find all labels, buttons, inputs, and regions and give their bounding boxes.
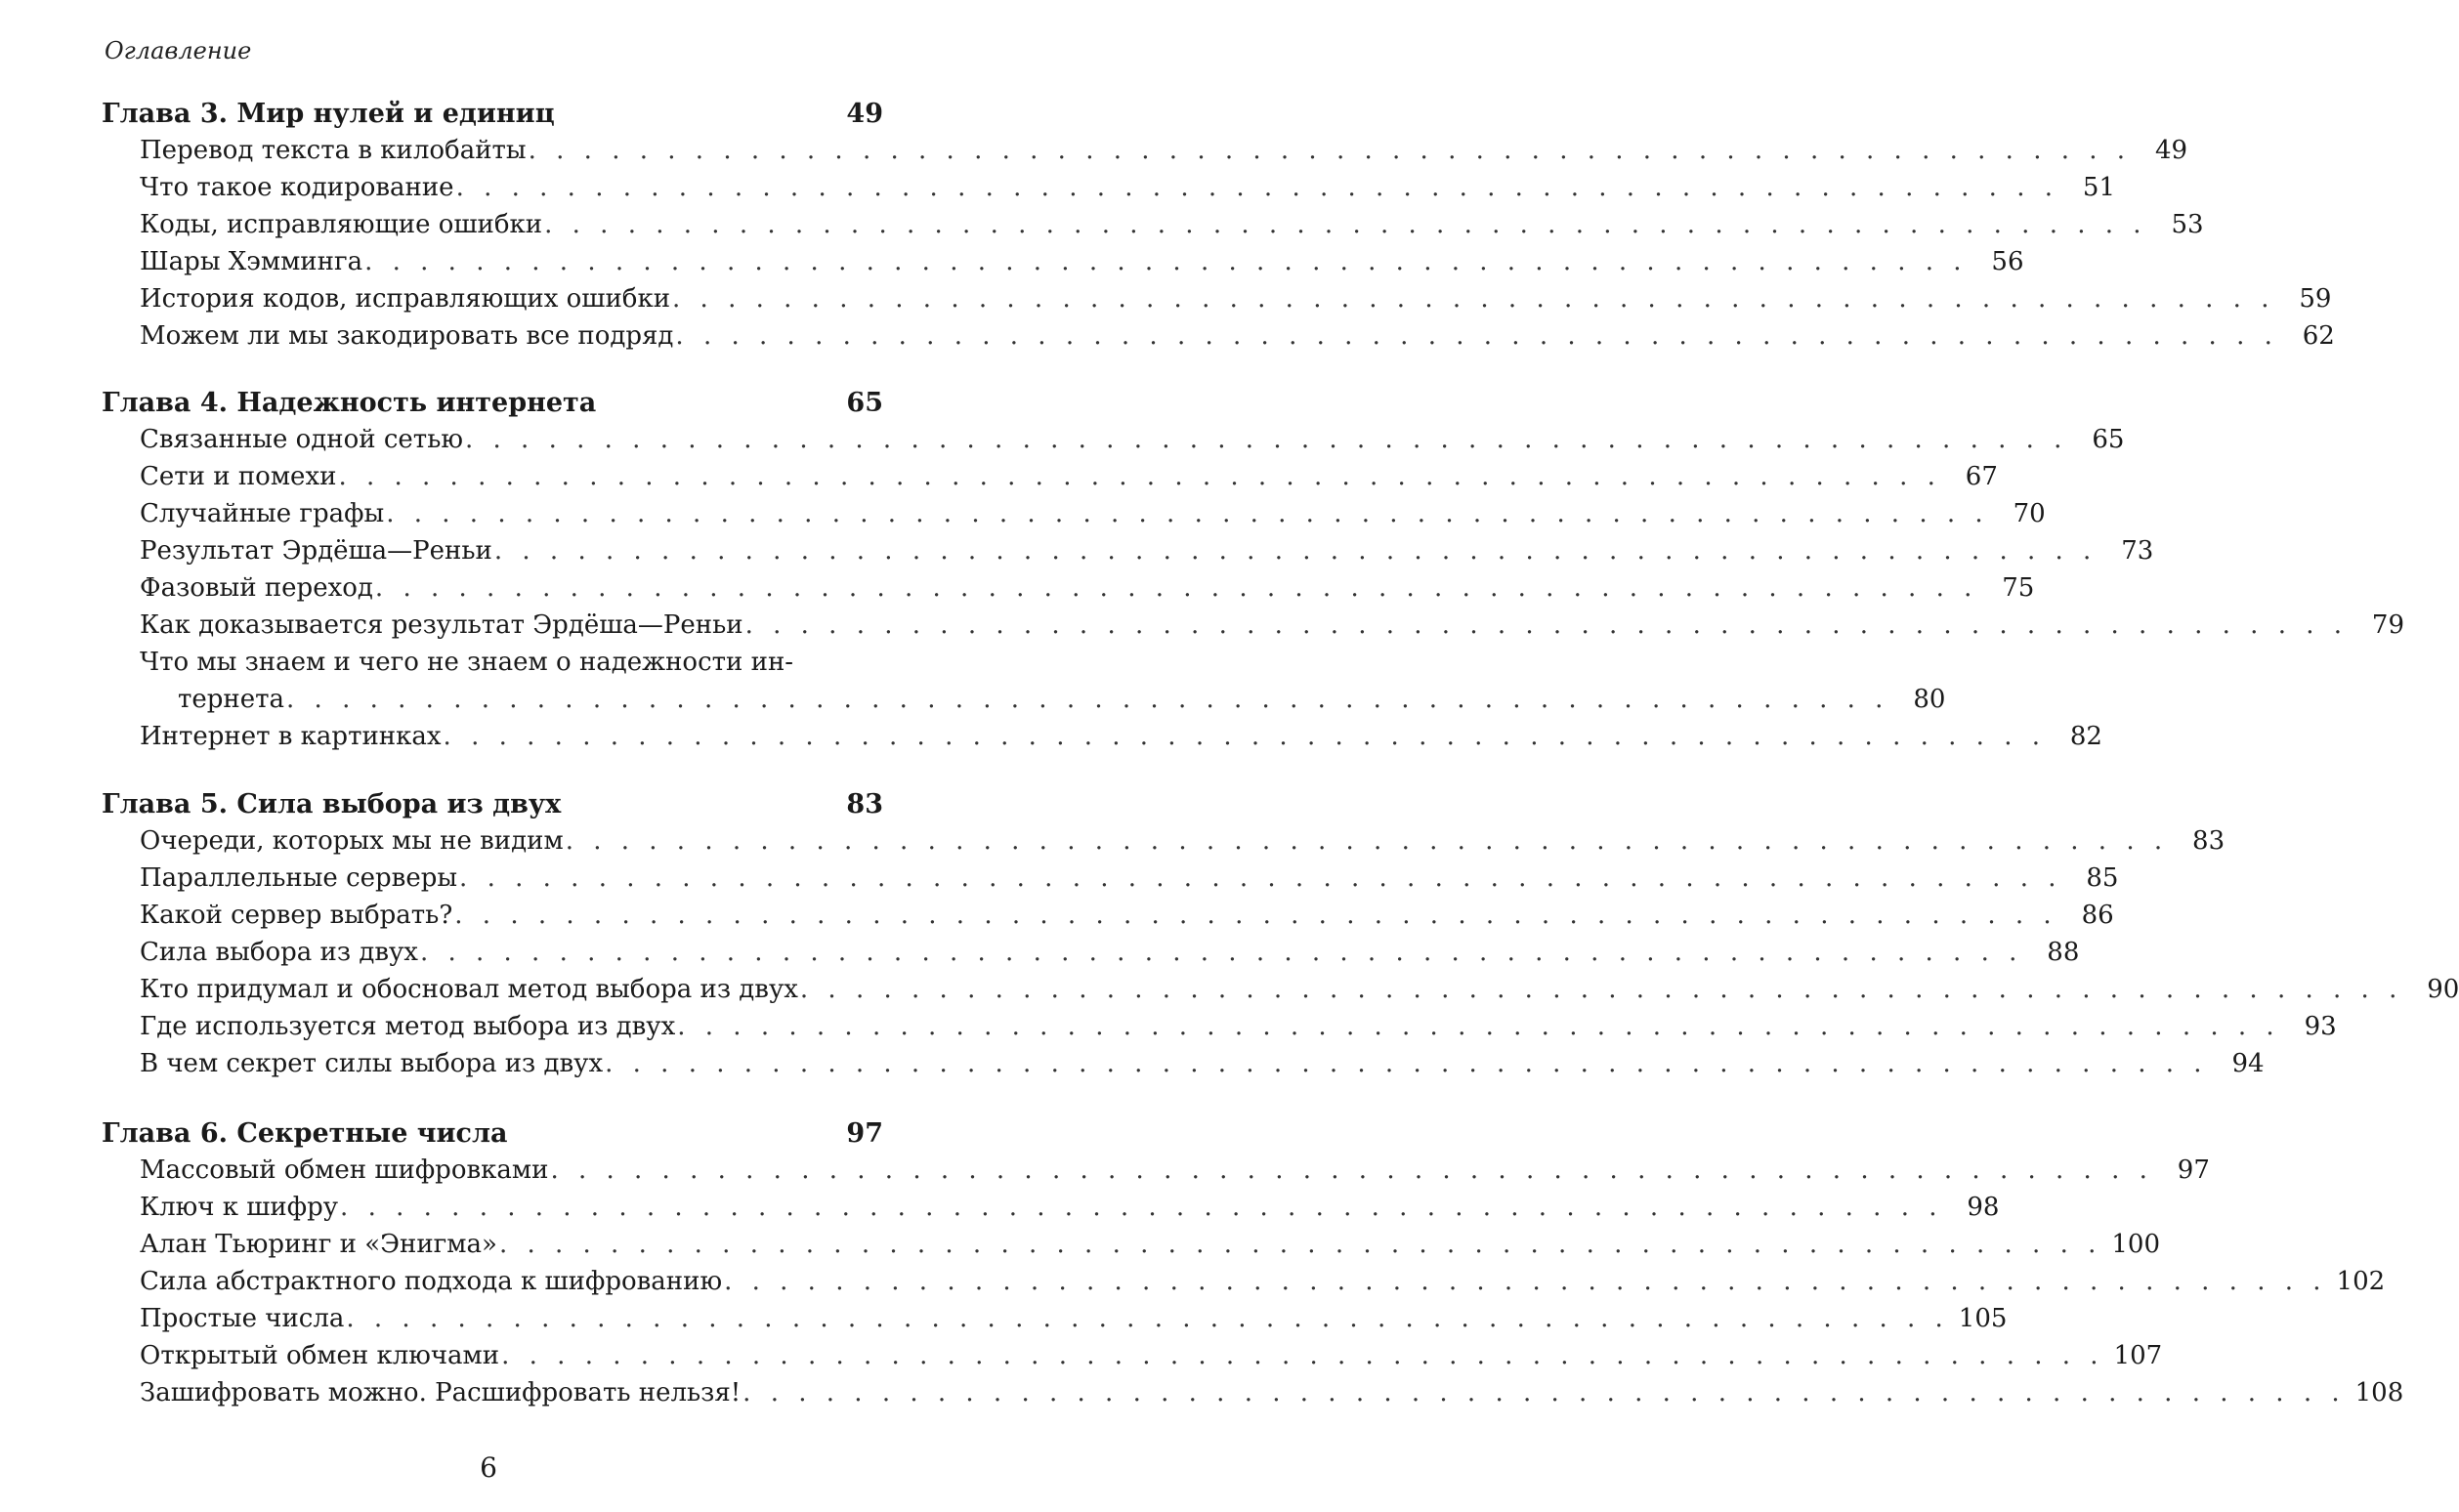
toc-entry-label: Ключ к шифру	[140, 1193, 339, 1222]
toc-entry-page: 53	[2171, 210, 2204, 239]
toc-entry	[140, 1012, 2337, 1041]
toc-entry	[140, 247, 2024, 276]
toc-entry-label: Сила выбора из двух	[140, 938, 418, 967]
toc-entry-page: 67	[1965, 462, 1998, 491]
toc-entry	[140, 1049, 2265, 1078]
toc-entry-page: 49	[2154, 136, 2188, 165]
toc-entry	[140, 425, 2125, 454]
dot-leader: . . . . . . . . . . . . . . . . . . . . . . . . . . . . . . . . . . . . . . . . . . . . . . . . . . . . . . . . . .	[464, 425, 2068, 454]
dot-leader: . . . . . . . . . . . . . . . . . . . . . . . . . . . . . . . . . . . . . . . . . . . . . . . . . . . . . . . . . .	[672, 284, 2275, 314]
running-header: Оглавление	[105, 37, 252, 64]
toc-entry-label: Очереди, которых мы не видим	[140, 826, 564, 856]
toc-entry-page: 73	[2121, 536, 2154, 566]
toc-entry-page: 80	[1913, 685, 1946, 714]
toc-entry-page: 86	[2081, 901, 2114, 930]
toc-entry-label: В чем секрет силы выбора из двух	[140, 1049, 604, 1078]
chapter-page: 49	[846, 99, 883, 129]
toc-entry-page: 90	[2427, 975, 2459, 1004]
dot-leader: . . . . . . . . . . . . . . . . . . . . . . . . . . . . . . . . . . . . . . . . . . . . . . . . . . . . . . . . . .	[605, 1049, 2208, 1078]
toc-entry-label: Что такое кодирование	[140, 173, 454, 202]
toc-entry	[140, 863, 2119, 893]
toc-entry-page: 102	[2336, 1267, 2386, 1296]
dot-leader: . . . . . . . . . . . . . . . . . . . . . . . . . . . . . . . . . . . . . . . . . . . . . . . . . . . . . . . . . .	[677, 1012, 2280, 1041]
toc-entry	[140, 975, 2459, 1004]
dot-leader: . . . . . . . . . . . . . . . . . . . . . . . . . . . . . . . . . . . . . . . . . . . . . . . . . . . . . . . . . .	[675, 321, 2278, 351]
dot-leader: . . . . . . . . . . . . . . . . . . . . . . . . . . . . . . . . . . . . . . . . . . . . . . . . . . . . . . . . . .	[501, 1341, 2104, 1370]
dot-leader: . . . . . . . . . . . . . . . . . . . . . . . . . . . . . . . . . . . . . . . . . . . . . . . . . . . . . . . . . .	[443, 722, 2046, 751]
toc-entry-page: 93	[2304, 1012, 2337, 1041]
toc-entry-page: 100	[2111, 1230, 2161, 1259]
chapter-heading	[102, 99, 883, 129]
toc-entry	[140, 826, 2226, 856]
chapter-page: 97	[846, 1118, 883, 1149]
toc-entry-label: Где используется метод выбора из двух	[140, 1012, 676, 1041]
toc-entry-label: Перевод текста в килобайты	[140, 136, 527, 165]
toc-entry-page: 65	[2092, 425, 2125, 454]
toc-entry-page: 85	[2086, 863, 2119, 893]
toc-entry	[140, 722, 2102, 751]
page-number: 6	[480, 1451, 497, 1484]
toc-entry-page: 51	[2082, 173, 2115, 202]
toc-entry-page: 94	[2231, 1049, 2265, 1078]
toc-entry-page: 62	[2302, 321, 2335, 351]
toc-entry-label: Результат Эрдёша—Реньи	[140, 536, 492, 566]
toc-entry	[140, 1267, 2386, 1296]
toc-entry-label: Сети и помехи	[140, 462, 337, 491]
dot-leader: . . . . . . . . . . . . . . . . . . . . . . . . . . . . . . . . . . . . . . . . . . . . . . . . . . . . . . . . . .	[498, 1230, 2102, 1259]
toc-entry-label: Фазовый переход	[140, 573, 373, 603]
chapter-title: Глава 5. Сила выбора из двух	[102, 789, 562, 819]
toc-entry-page: 79	[2371, 610, 2405, 640]
dot-leader: . . . . . . . . . . . . . . . . . . . . . . . . . . . . . . . . . . . . . . . . . . . . . . . . . . . . . . . . . .	[340, 1193, 1943, 1222]
toc-entry	[140, 173, 2115, 202]
dot-leader: . . . . . . . . . . . . . . . . . . . . . . . . . . . . . . . . . . . . . . . . . . . . . . . . . . . . . . . . . .	[286, 685, 1889, 714]
dot-leader: . . . . . . . . . . . . . . . . . . . . . . . . . . . . . . . . . . . . . . . . . . . . . . . . . . . . . . . . . .	[338, 462, 1941, 491]
toc-entry-page: 108	[2354, 1378, 2404, 1407]
dot-leader: . . . . . . . . . . . . . . . . . . . . . . . . . . . . . . . . . . . . . . . . . . . . . . . . . . . . . . . . . .	[742, 1378, 2346, 1407]
toc-entry-label: Как доказывается результат Эрдёша—Реньи	[140, 610, 743, 640]
toc-entry-label: История кодов, исправляющих ошибки	[140, 284, 671, 314]
dot-leader: . . . . . . . . . . . . . . . . . . . . . . . . . . . . . . . . . . . . . . . . . . . . . . . . . . . . . . . . . .	[374, 573, 1978, 603]
toc-entry-label: тернета	[178, 685, 285, 714]
chapter-page: 65	[846, 388, 883, 418]
toc-entry	[140, 462, 1998, 491]
toc-entry	[140, 573, 2035, 603]
toc-entry-page: 56	[1991, 247, 2024, 276]
toc-entry-label: Сила абстрактного подхода к шифрованию	[140, 1267, 723, 1296]
dot-leader: . . . . . . . . . . . . . . . . . . . . . . . . . . . . . . . . . . . . . . . . . . . . . . . . . . . . . . . . . .	[528, 136, 2132, 165]
toc-entry	[178, 685, 1946, 714]
toc-entry-page: 107	[2113, 1341, 2163, 1370]
chapter-page: 83	[846, 789, 883, 819]
toc-entry	[140, 1304, 2008, 1333]
toc-entry	[140, 901, 2114, 930]
toc-entry-label: Связанные одной сетью	[140, 425, 463, 454]
toc-entry-page: 59	[2299, 284, 2332, 314]
toc-entry-page: 88	[2047, 938, 2080, 967]
toc-entry-label: Массовый обмен шифровками	[140, 1155, 549, 1185]
dot-leader: . . . . . . . . . . . . . . . . . . . . . . . . . . . . . . . . . . . . . . . . . . . . . . . . . . . . . . . . . .	[419, 938, 2023, 967]
toc-entry	[140, 1341, 2163, 1370]
chapter-heading	[102, 388, 883, 418]
dot-leader: . . . . . . . . . . . . . . . . . . . . . . . . . . . . . . . . . . . . . . . . . . . . . . . . . . . . . . . . . .	[459, 863, 2062, 893]
toc-entry-page: 70	[2013, 499, 2046, 528]
dot-leader: . . . . . . . . . . . . . . . . . . . . . . . . . . . . . . . . . . . . . . . . . . . . . . . . . . . . . . . . . .	[550, 1155, 2153, 1185]
toc-entry-label: Кто придумал и обосновал метод выбора из двух	[140, 975, 798, 1004]
toc-entry	[140, 499, 2046, 528]
dot-leader: . . . . . . . . . . . . . . . . . . . . . . . . . . . . . . . . . . . . . . . . . . . . . . . . . . . . . . . . . .	[565, 826, 2169, 856]
toc-entry-label: Можем ли мы закодировать все подряд	[140, 321, 674, 351]
chapter-heading	[102, 1118, 883, 1149]
chapter-title: Глава 6. Секретные числа	[102, 1118, 508, 1149]
chapter-title: Глава 4. Надежность интернета	[102, 388, 597, 418]
toc-entry-label: Параллельные серверы	[140, 863, 458, 893]
toc-entry	[140, 321, 2335, 351]
chapter-title: Глава 3. Мир нулей и единиц	[102, 99, 555, 129]
toc-entry	[140, 610, 2405, 640]
dot-leader: . . . . . . . . . . . . . . . . . . . . . . . . . . . . . . . . . . . . . . . . . . . . . . . . . . . . . . . . . .	[493, 536, 2098, 566]
toc-entry	[140, 1230, 2161, 1259]
toc-entry	[140, 1155, 2210, 1185]
toc-entry-label: Простые числа	[140, 1304, 345, 1333]
toc-entry-page: 82	[2069, 722, 2102, 751]
dot-leader: . . . . . . . . . . . . . . . . . . . . . . . . . . . . . . . . . . . . . . . . . . . . . . . . . . . . . . . . . .	[455, 173, 2058, 202]
dot-leader: . . . . . . . . . . . . . . . . . . . . . . . . . . . . . . . . . . . . . . . . . . . . . . . . . . . . . . . . . .	[744, 610, 2349, 640]
toc-entry-label: Зашифровать можно. Расшифровать нельзя!	[140, 1378, 742, 1407]
toc-entry-page: 98	[1967, 1193, 2000, 1222]
toc-entry-label: Какой сервер выбрать?	[140, 901, 453, 930]
toc-entry-label: Открытый обмен ключами	[140, 1341, 500, 1370]
toc-entry-label: Алан Тьюринг и «Энигма»	[140, 1230, 497, 1259]
toc-entry	[140, 1193, 2000, 1222]
dot-leader: . . . . . . . . . . . . . . . . . . . . . . . . . . . . . . . . . . . . . . . . . . . . . . . . . . . . . . . . . .	[724, 1267, 2327, 1296]
toc-entry-label: Коды, исправляющие ошибки	[140, 210, 543, 239]
toc-entry	[140, 938, 2080, 967]
dot-leader: . . . . . . . . . . . . . . . . . . . . . . . . . . . . . . . . . . . . . . . . . . . . . . . . . . . . . . . . . .	[386, 499, 1989, 528]
toc-entry-page: 105	[1958, 1304, 2008, 1333]
toc-entry-page: 97	[2177, 1155, 2210, 1185]
dot-leader: . . . . . . . . . . . . . . . . . . . . . . . . . . . . . . . . . . . . . . . . . . . . . . . . . . . . . . . . . .	[364, 247, 1968, 276]
toc-entry	[140, 210, 2204, 239]
toc-entry-label: Случайные графы	[140, 499, 385, 528]
dot-leader: . . . . . . . . . . . . . . . . . . . . . . . . . . . . . . . . . . . . . . . . . . . . . . . . . . . . . . . . . .	[346, 1304, 1949, 1333]
chapter-heading	[102, 789, 883, 819]
toc-entry	[140, 284, 2332, 314]
toc-entry-first-line: Что мы знаем и чего не знаем о надежности ин-	[140, 648, 794, 677]
dot-leader: . . . . . . . . . . . . . . . . . . . . . . . . . . . . . . . . . . . . . . . . . . . . . . . . . . . . . . . . . .	[799, 975, 2403, 1004]
dot-leader: . . . . . . . . . . . . . . . . . . . . . . . . . . . . . . . . . . . . . . . . . . . . . . . . . . . . . . . . . .	[544, 210, 2147, 239]
toc-entry	[140, 536, 2154, 566]
toc-entry	[140, 136, 2188, 165]
toc-entry-label: Интернет в картинках	[140, 722, 442, 751]
toc-entry	[140, 1378, 2404, 1407]
toc-entry-page: 75	[2002, 573, 2035, 603]
dot-leader: . . . . . . . . . . . . . . . . . . . . . . . . . . . . . . . . . . . . . . . . . . . . . . . . . . . . . . . . . .	[454, 901, 2057, 930]
toc-entry-page: 83	[2192, 826, 2226, 856]
toc-entry-label: Шары Хэмминга	[140, 247, 363, 276]
